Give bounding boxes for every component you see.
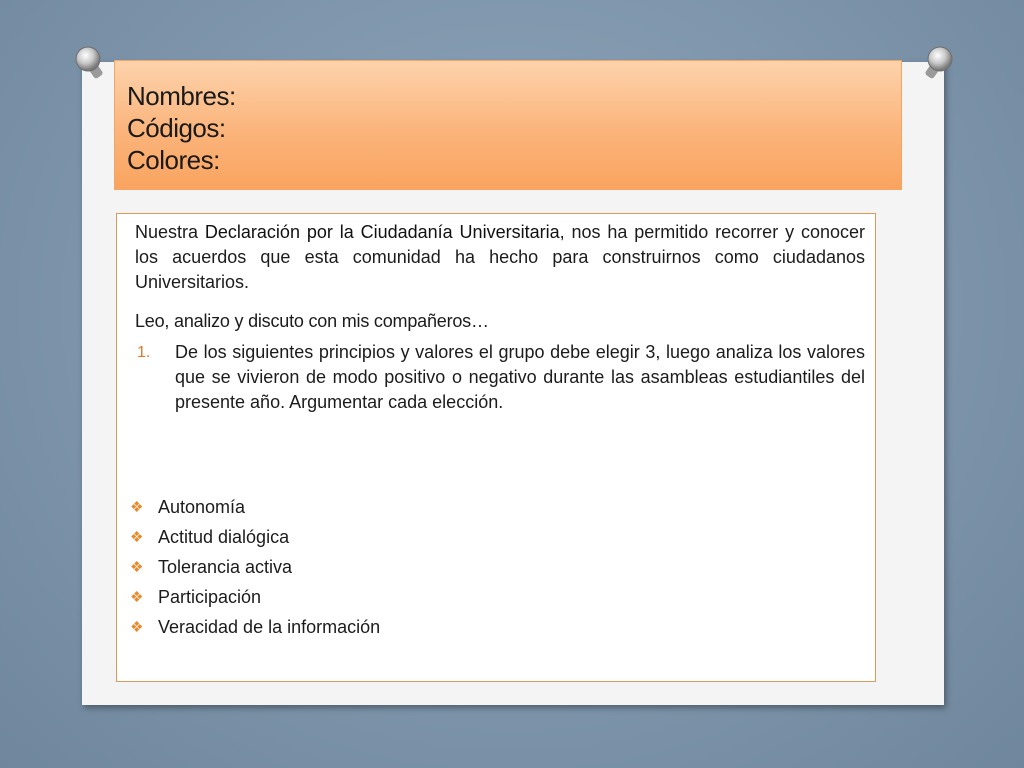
diamond-bullet-icon: ❖ — [130, 589, 144, 606]
diamond-bullet-icon: ❖ — [130, 619, 144, 636]
number-marker: 1. — [137, 344, 151, 361]
title-line-codigos: Códigos: — [127, 113, 226, 143]
list-item-label: Tolerancia activa — [158, 556, 293, 577]
list-item-label: Actitud dialógica — [158, 526, 290, 547]
title-line-nombres: Nombres: — [127, 81, 236, 111]
intro-bold: Declaración por la Ciudadanía Universitaria — [204, 222, 560, 242]
page-title — [127, 80, 236, 176]
list-item-label: Participación — [158, 586, 262, 607]
lead-line: Leo, analizo y discuto con mis compañeros… — [135, 311, 489, 331]
intro-paragraph — [135, 220, 865, 295]
diamond-bullet-icon: ❖ — [130, 499, 144, 516]
body-text — [135, 220, 865, 415]
list-item — [130, 582, 380, 612]
intro-prefix: Nuestra — [135, 222, 205, 242]
thumbtack-pin-icon — [72, 44, 112, 84]
list-item-label: Veracidad de la información — [158, 616, 381, 637]
list-item — [130, 522, 380, 552]
diamond-bullet-icon: ❖ — [130, 529, 144, 546]
diamond-bullet-icon: ❖ — [130, 559, 144, 576]
numbered-item-text: De los siguientes principios y valores el grupo debe elegir 3, luego analiza los valores que se vivieron de modo positivo o negativo durante las asambleas estudiantiles del presente año. Argumentar cada elección. — [175, 342, 865, 412]
thumbtack-pin-icon — [916, 44, 956, 84]
numbered-item — [135, 340, 865, 415]
list-item-label: Autonomía — [158, 496, 246, 517]
list-item — [130, 552, 380, 582]
list-item — [130, 612, 380, 642]
list-item — [130, 492, 380, 522]
title-line-colores: Colores: — [127, 145, 220, 175]
intro-suffix: , nos ha permitido recorrer y conocer los acuerdos que esta comunidad ha hecho para construirnos como ciudadanos Universitarios. — [135, 222, 865, 292]
values-list — [130, 492, 380, 642]
